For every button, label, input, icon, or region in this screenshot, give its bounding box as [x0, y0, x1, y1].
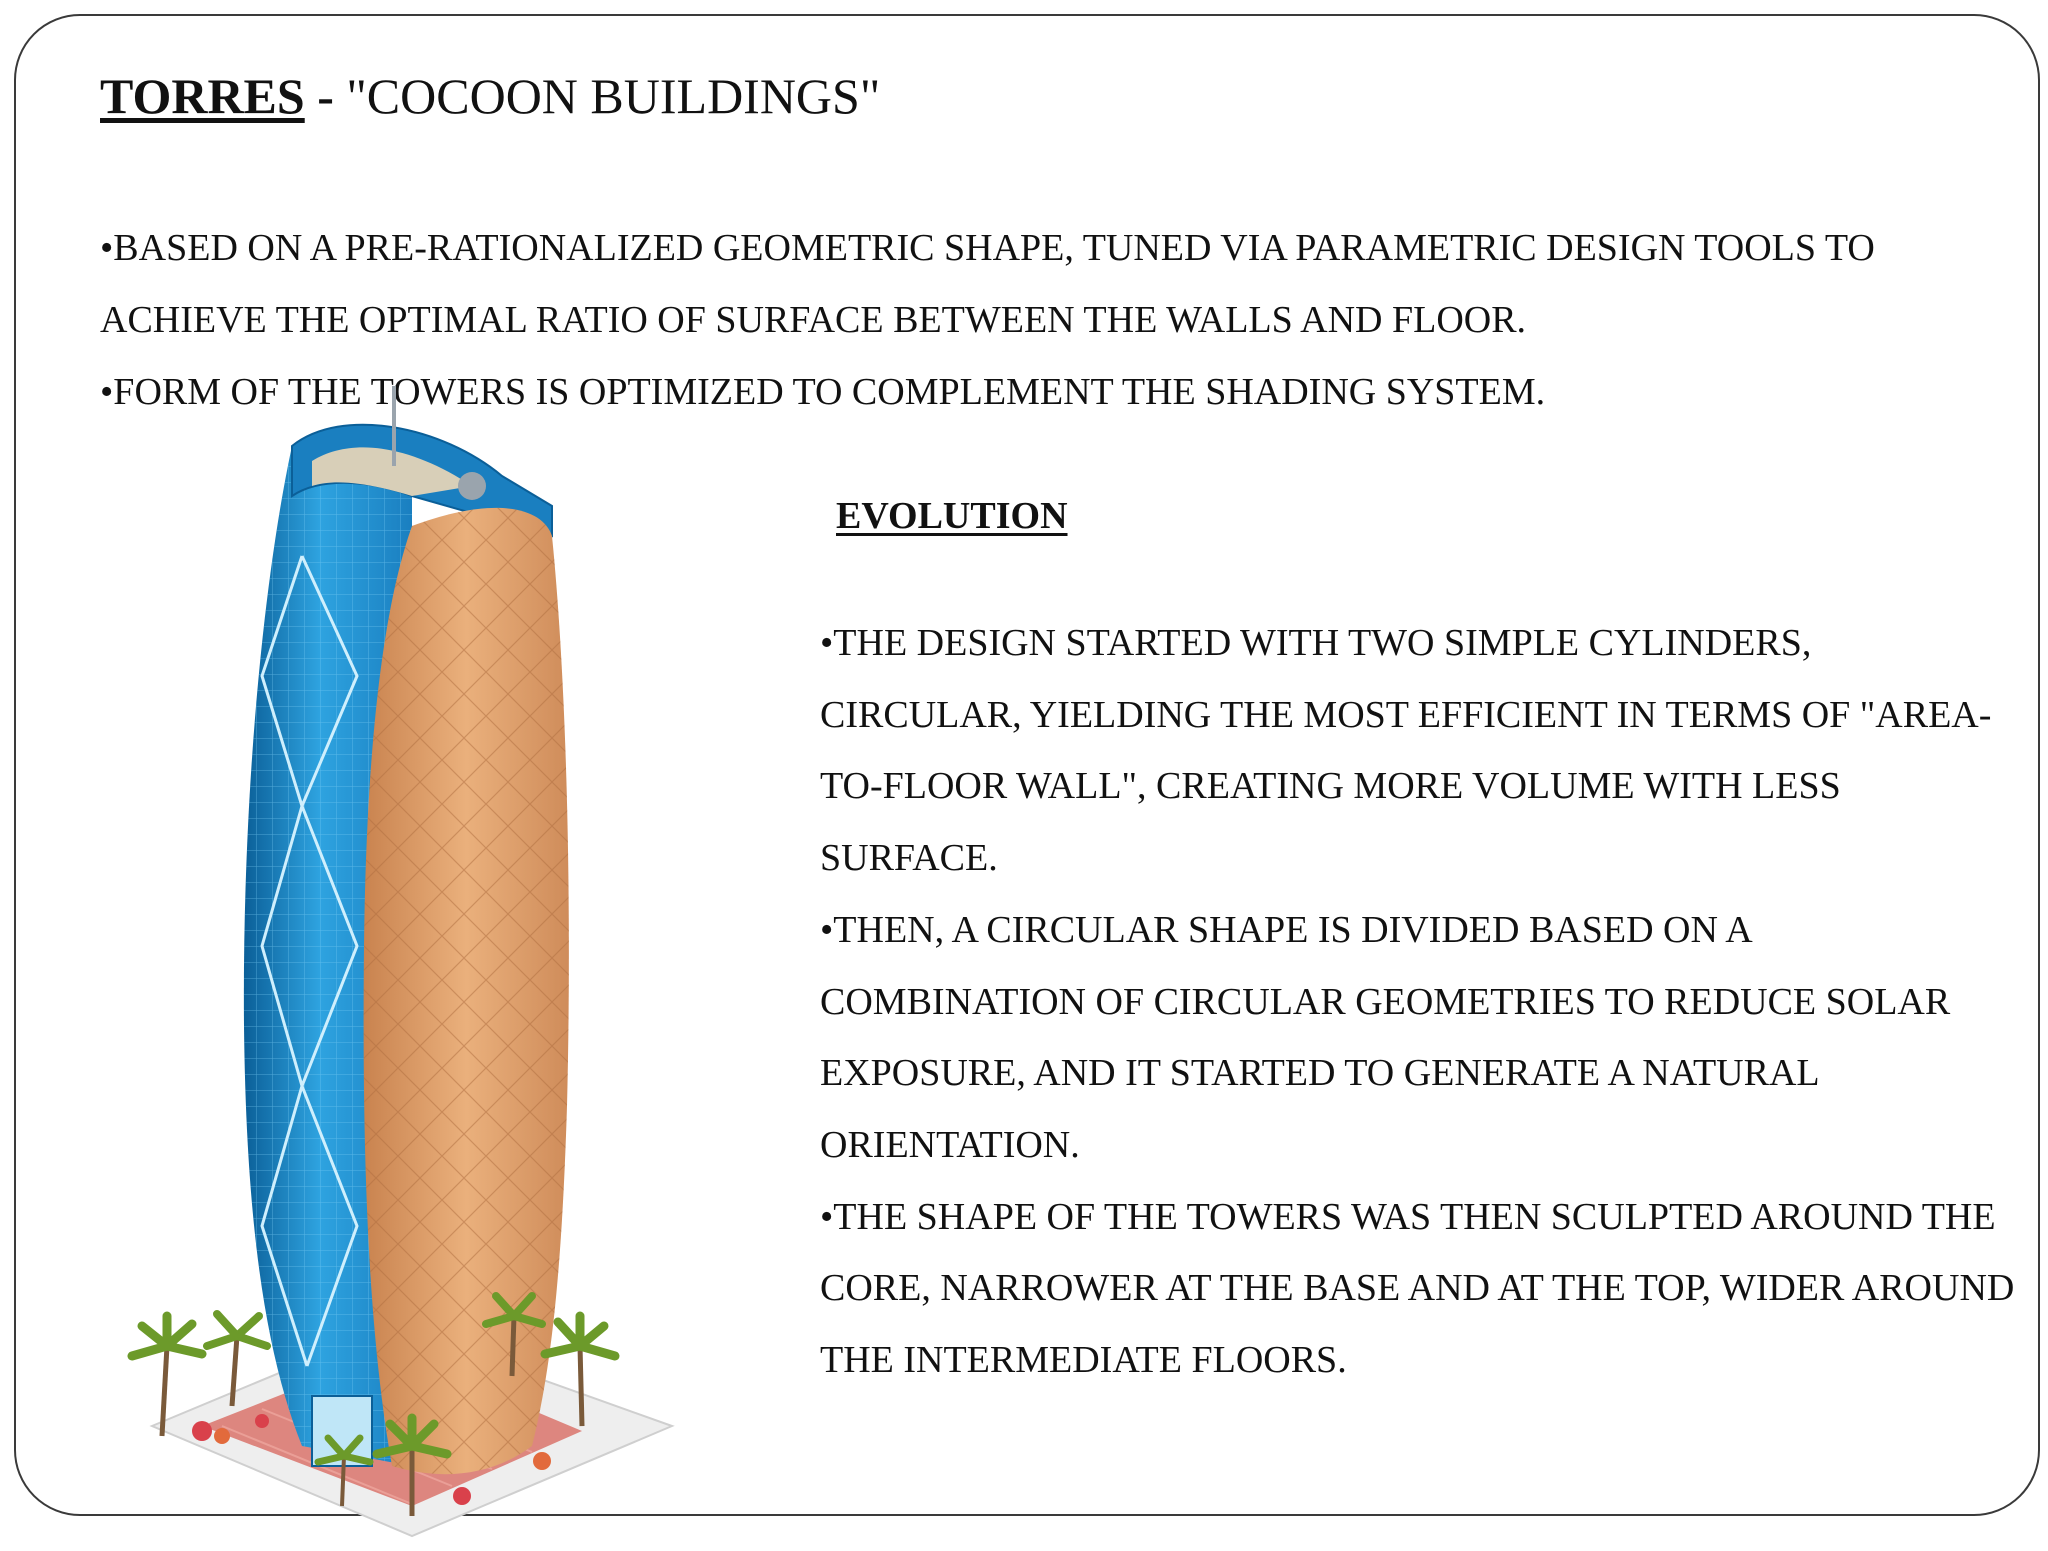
evolution-bullet: •THE DESIGN STARTED WITH TWO SIMPLE CYLINDERS, CIRCULAR, YIELDING THE MOST EFFICIENT IN TERMS OF "AREA-TO-FLOOR WALL", CREATING MORE VOLUME WITH LESS SURFACE. [820, 622, 1992, 880]
evolution-text [820, 608, 2020, 1397]
title-separator: - [317, 68, 334, 124]
title-main: TORRES [100, 68, 305, 124]
slide-title [100, 66, 880, 126]
tower-svg [112, 386, 712, 1546]
evolution-bullet: •THEN, A CIRCULAR SHAPE IS DIVIDED BASED ON A COMBINATION OF CIRCULAR GEOMETRIES TO REDUCE SOLAR EXPOSURE, AND IT STARTED TO GENERATE A NATURAL ORIENTATION. [820, 908, 1951, 1166]
evolution-heading: EVOLUTION [836, 495, 1068, 537]
intro-bullet: •FORM OF THE TOWERS IS OPTIMIZED TO COMPLEMENT THE SHADING SYSTEM. [100, 371, 1546, 413]
shading-skin [364, 508, 569, 1474]
intro-bullet: •BASED ON A PRE-RATIONALIZED GEOMETRIC SHAPE, TUNED VIA PARAMETRIC DESIGN TOOLS TO ACHIEVE THE OPTIMAL RATIO OF SURFACE BETWEEN THE WALLS AND FLOOR. [100, 227, 1875, 341]
slide [14, 14, 2040, 1516]
evolution-bullet: •THE SHAPE OF THE TOWERS WAS THEN SCULPTED AROUND THE CORE, NARROWER AT THE BASE AND AT THE TOP, WIDER AROUND THE INTERMEDIATE FLOORS. [820, 1195, 2015, 1382]
title-subtitle: "COCOON BUILDINGS" [346, 68, 881, 124]
tower-illustration [112, 386, 712, 1546]
